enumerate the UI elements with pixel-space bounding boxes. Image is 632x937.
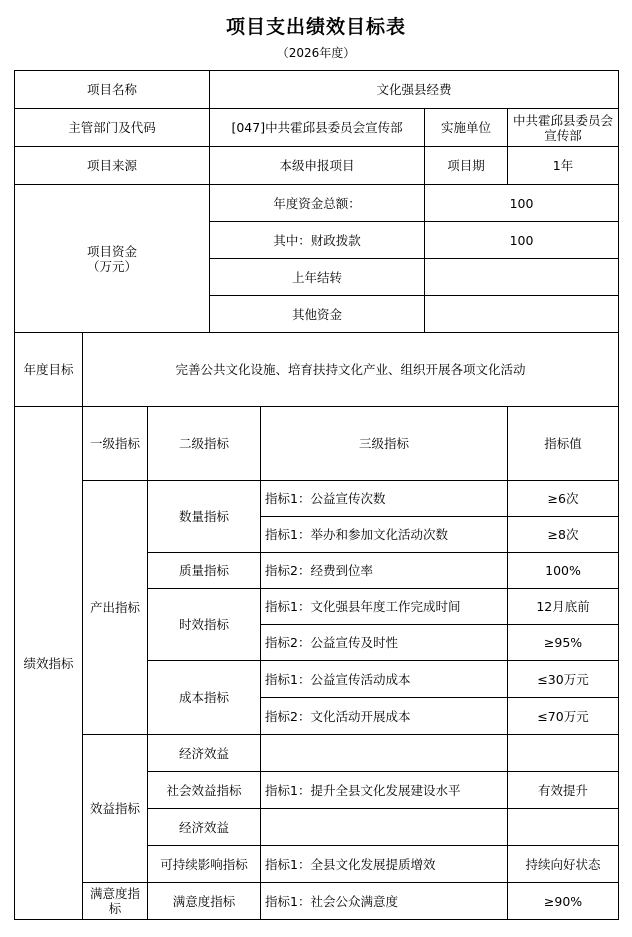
indicator-value: ≥8次 [508, 517, 619, 553]
dept-code-label: 主管部门及代码 [15, 109, 210, 147]
funds-label: 项目资金 （万元） [15, 185, 210, 333]
funds-total-value: 100 [425, 185, 619, 222]
indicator-value: ≥90% [508, 883, 619, 920]
indicator-value: ≤70万元 [508, 698, 619, 735]
funds-carryover-label: 上年结转 [210, 259, 425, 296]
source-value: 本级申报项目 [210, 147, 425, 185]
indicator-value: 有效提升 [508, 772, 619, 809]
indicator-name: 指标1：举办和参加文化活动次数 [261, 517, 508, 553]
indicator-value: 12月底前 [508, 589, 619, 625]
indicator-name [261, 735, 508, 772]
sustainability-indicator: 可持续影响指标 [148, 846, 261, 883]
funds-other-label: 其他资金 [210, 296, 425, 333]
indicator-value: ≥6次 [508, 481, 619, 517]
period-value: 1年 [508, 147, 619, 185]
period-label: 项目期 [425, 147, 508, 185]
level1-header: 一级指标 [83, 407, 148, 481]
indicator-name [261, 809, 508, 846]
sheet-year: （2026年度） [276, 46, 356, 60]
satisfaction-subindicator: 满意度指标 [148, 883, 261, 920]
source-label: 项目来源 [15, 147, 210, 185]
annual-goal-label: 年度目标 [15, 333, 83, 407]
indicator-name: 指标1：文化强县年度工作完成时间 [261, 589, 508, 625]
economic-benefit-indicator: 经济效益 [148, 809, 261, 846]
indicator-value: ≤30万元 [508, 661, 619, 698]
timeliness-indicator: 时效指标 [148, 589, 261, 661]
output-indicator: 产出指标 [83, 481, 148, 735]
sheet-title: 项目支出绩效目标表 [225, 16, 406, 38]
level2-header: 二级指标 [148, 407, 261, 481]
performance-table [14, 70, 619, 920]
funds-other-value [425, 296, 619, 333]
satisfaction-indicator: 满意度指标 [83, 883, 148, 920]
indicator-value: 持续向好状态 [508, 846, 619, 883]
social-benefit-indicator: 社会效益指标 [148, 772, 261, 809]
project-name-label: 项目名称 [15, 71, 210, 109]
indicator-value: ≥95% [508, 625, 619, 661]
indicator-name: 指标1：公益宣传次数 [261, 481, 508, 517]
funds-carryover-value [425, 259, 619, 296]
indicator-name: 指标1：公益宣传活动成本 [261, 661, 508, 698]
cost-indicator: 成本指标 [148, 661, 261, 735]
indicator-name: 指标1：提升全县文化发展建设水平 [261, 772, 508, 809]
level3-header: 三级指标 [261, 407, 508, 481]
indicator-value: 100% [508, 553, 619, 589]
indicator-name: 指标2：文化活动开展成本 [261, 698, 508, 735]
quantity-indicator: 数量指标 [148, 481, 261, 553]
indicator-value [508, 735, 619, 772]
indicator-name: 指标1：社会公众满意度 [261, 883, 508, 920]
economic-benefit-indicator: 经济效益 [148, 735, 261, 772]
indicator-value [508, 809, 619, 846]
project-name-value: 文化强县经费 [210, 71, 619, 109]
indicator-name: 指标2：经费到位率 [261, 553, 508, 589]
impl-unit-label: 实施单位 [425, 109, 508, 147]
funds-fiscal-value: 100 [425, 222, 619, 259]
annual-goal-value: 完善公共文化设施、培育扶持文化产业、组织开展各项文化活动 [83, 333, 619, 407]
indicator-name: 指标2：公益宣传及时性 [261, 625, 508, 661]
dept-code-value: [047]中共霍邱县委员会宣传部 [210, 109, 425, 147]
funds-fiscal-label: 其中：财政拨款 [210, 222, 425, 259]
value-header: 指标值 [508, 407, 619, 481]
impl-unit-value: 中共霍邱县委员会宣传部 [508, 109, 619, 147]
indicator-name: 指标1：全县文化发展提质增效 [261, 846, 508, 883]
benefit-indicator: 效益指标 [83, 735, 148, 883]
funds-total-label: 年度资金总额： [210, 185, 425, 222]
quality-indicator: 质量指标 [148, 553, 261, 589]
perf-label: 绩效指标 [15, 407, 83, 920]
